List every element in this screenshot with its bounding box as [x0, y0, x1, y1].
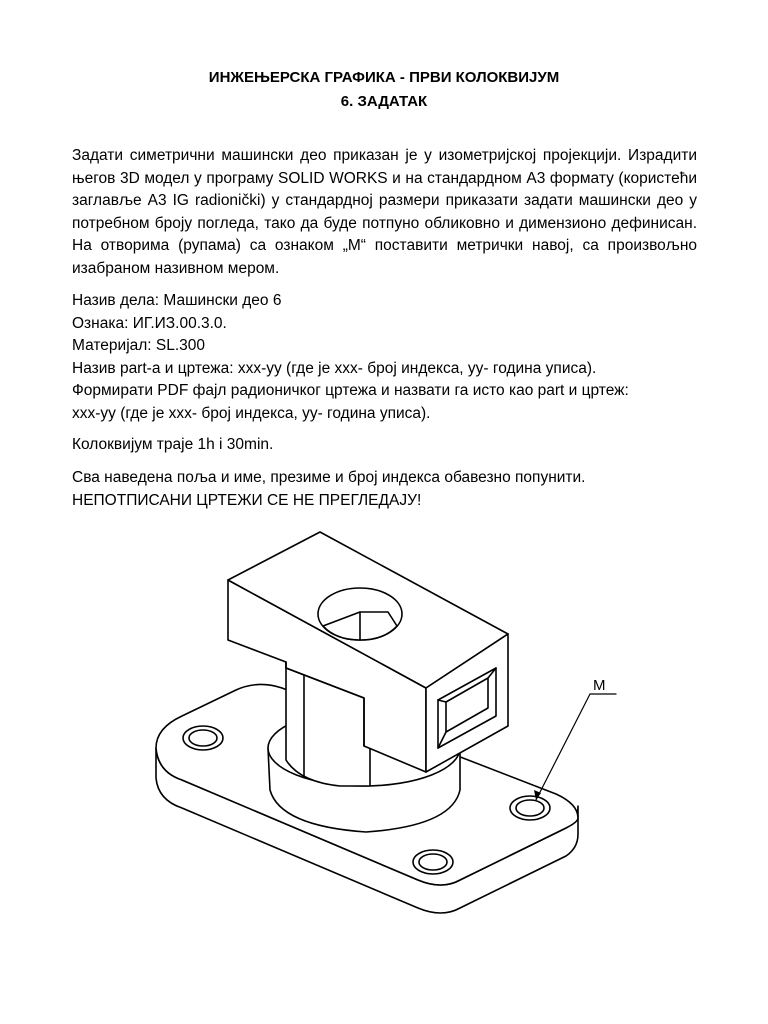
top-bore-hole: [318, 588, 402, 640]
thread-callout: [534, 677, 616, 800]
designation-line: Ознака: ИГ.ИЗ.00.3.0.: [72, 314, 227, 332]
leader-line: [536, 694, 616, 800]
thread-label: M: [593, 677, 606, 694]
note-line-1: Сва наведена поља и име, презиме и број индекса обавезно попунити.: [72, 469, 586, 486]
material-line: Материјал: SL.300: [72, 337, 206, 354]
document-title: ИНЖЕЊЕРСКА ГРАФИКА - ПРВИ КОЛОКВИЈУМ: [208, 69, 560, 86]
file-name-line: Назив part-a и цртежа: xxx-yy (где је xxx- број индекса, yy- година уписа).: [72, 359, 597, 377]
pdf-line-2: xxx-yy (где је xxx- број индекса, yy- година уписа).: [72, 404, 431, 422]
mounting-hole-front: [413, 850, 453, 874]
mounting-hole-right: [510, 796, 550, 820]
mounting-hole-left: [183, 726, 223, 750]
pdf-line-1: Формирати PDF фајл радионичког цртежа и назвати га исто као part и цртеж:: [72, 382, 629, 399]
isometric-part-drawing: [0, 520, 768, 970]
instructions-note: [72, 467, 712, 512]
duration-line: Колоквијум траје 1h i 30min.: [72, 436, 274, 453]
task-description: Задати симетрични машински део приказан је у изометријској пројекцији. Израдити његов 3D модел у програму SOLID WORKS и на стандардном А3 формату (користећи заглавље A3 IG radionički) у стандардној размери приказати задати машински део у потребном броју погледа, тако да буде потпуно обликовно и димензионо дефинисан. На отворима (рупама) са ознаком „М“ поставити метрички навој, са произвољно изабраном називном мером.: [72, 147, 697, 277]
task-number: 6. ЗАДАТАК: [340, 93, 428, 110]
part-name-line: Назив дела: Машински део 6: [72, 292, 282, 309]
note-line-2: НЕПОТПИСАНИ ЦРТЕЖИ СЕ НЕ ПРЕГЛЕДАЈУ!: [72, 491, 422, 509]
part-info: [72, 290, 712, 425]
